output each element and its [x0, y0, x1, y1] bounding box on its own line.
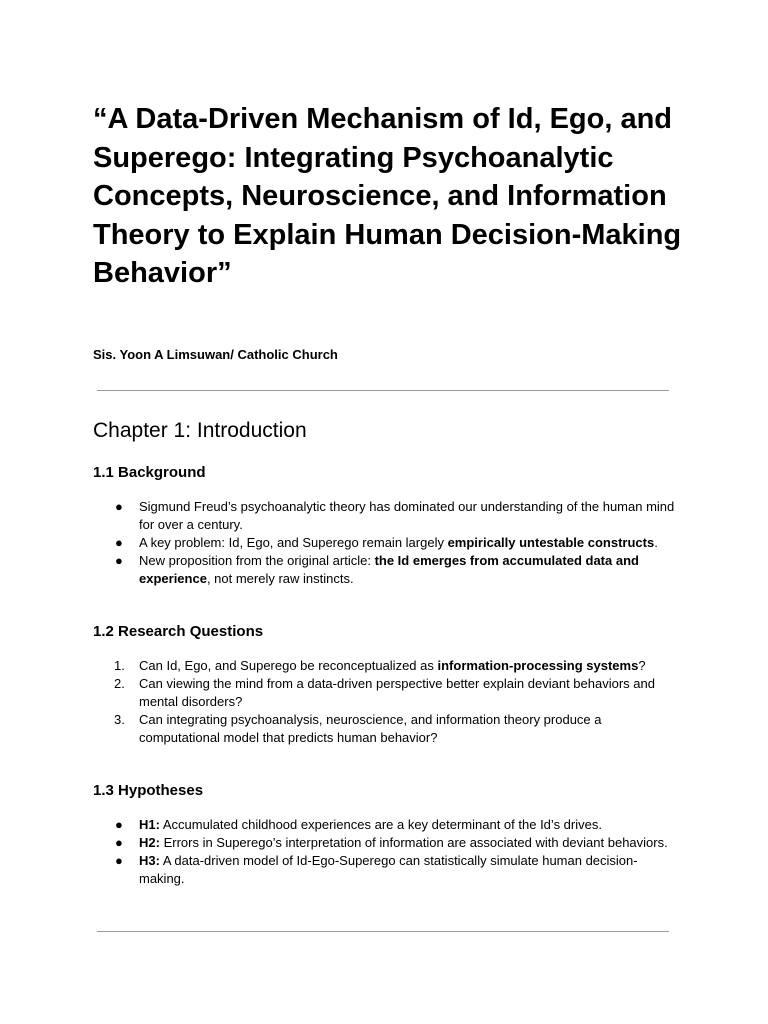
bullet-icon: ● — [115, 553, 123, 568]
list-item: 1. Can Id, Ego, and Superego be reconceptualized as information-processing systems? — [114, 658, 646, 673]
author-line: Sis. Yoon A Limsuwan/ Catholic Church — [93, 347, 338, 362]
list-number: 3. — [114, 712, 125, 727]
section-heading-background: 1.1 Background — [93, 464, 206, 481]
list-item: ● New proposition from the original article: the Id emerges from accumulated data and experience, not merely raw instincts. — [115, 553, 639, 586]
list-item: ● H3: A data-driven model of Id-Ego-Superego can statistically simulate human decision-making. — [115, 853, 638, 886]
list-item: 3. Can integrating psychoanalysis, neuroscience, and information theory produce a computational model that predicts human behavior? — [114, 712, 602, 745]
bullet-icon: ● — [115, 835, 123, 850]
divider-top — [97, 390, 669, 391]
research-questions-list — [93, 657, 683, 747]
bullet-icon: ● — [115, 535, 123, 550]
bullet-icon: ● — [115, 817, 123, 832]
list-item: ● H2: Errors in Superego’s interpretation of information are associated with deviant behaviors. — [115, 835, 668, 850]
list-item: ● H1: Accumulated childhood experiences are a key determinant of the Id’s drives. — [115, 817, 602, 832]
chapter-heading: Chapter 1: Introduction — [93, 419, 307, 442]
list-item: ● A key problem: Id, Ego, and Superego remain largely empirically untestable constructs. — [115, 535, 658, 550]
hypotheses-list — [93, 816, 683, 888]
section-heading-research-questions: 1.2 Research Questions — [93, 623, 264, 640]
list-item: 2. Can viewing the mind from a data-driven perspective better explain deviant behaviors and mental disorders? — [114, 676, 655, 709]
divider-bottom — [97, 931, 669, 932]
list-number: 1. — [114, 658, 125, 673]
bullet-icon: ● — [115, 499, 123, 514]
document-title: “A Data-Driven Mechanism of Id, Ego, and Superego: Integrating Psychoanalytic Concepts, Neuroscience, and Information Theory to Explain Human Decision-Making Behavior” — [93, 103, 682, 289]
background-list — [93, 498, 683, 588]
list-item: ● Sigmund Freud’s psychoanalytic theory has dominated our understanding of the human mind for over a century. — [115, 499, 675, 532]
section-heading-hypotheses: 1.3 Hypotheses — [93, 782, 204, 799]
bullet-icon: ● — [115, 853, 123, 868]
list-number: 2. — [114, 676, 125, 691]
